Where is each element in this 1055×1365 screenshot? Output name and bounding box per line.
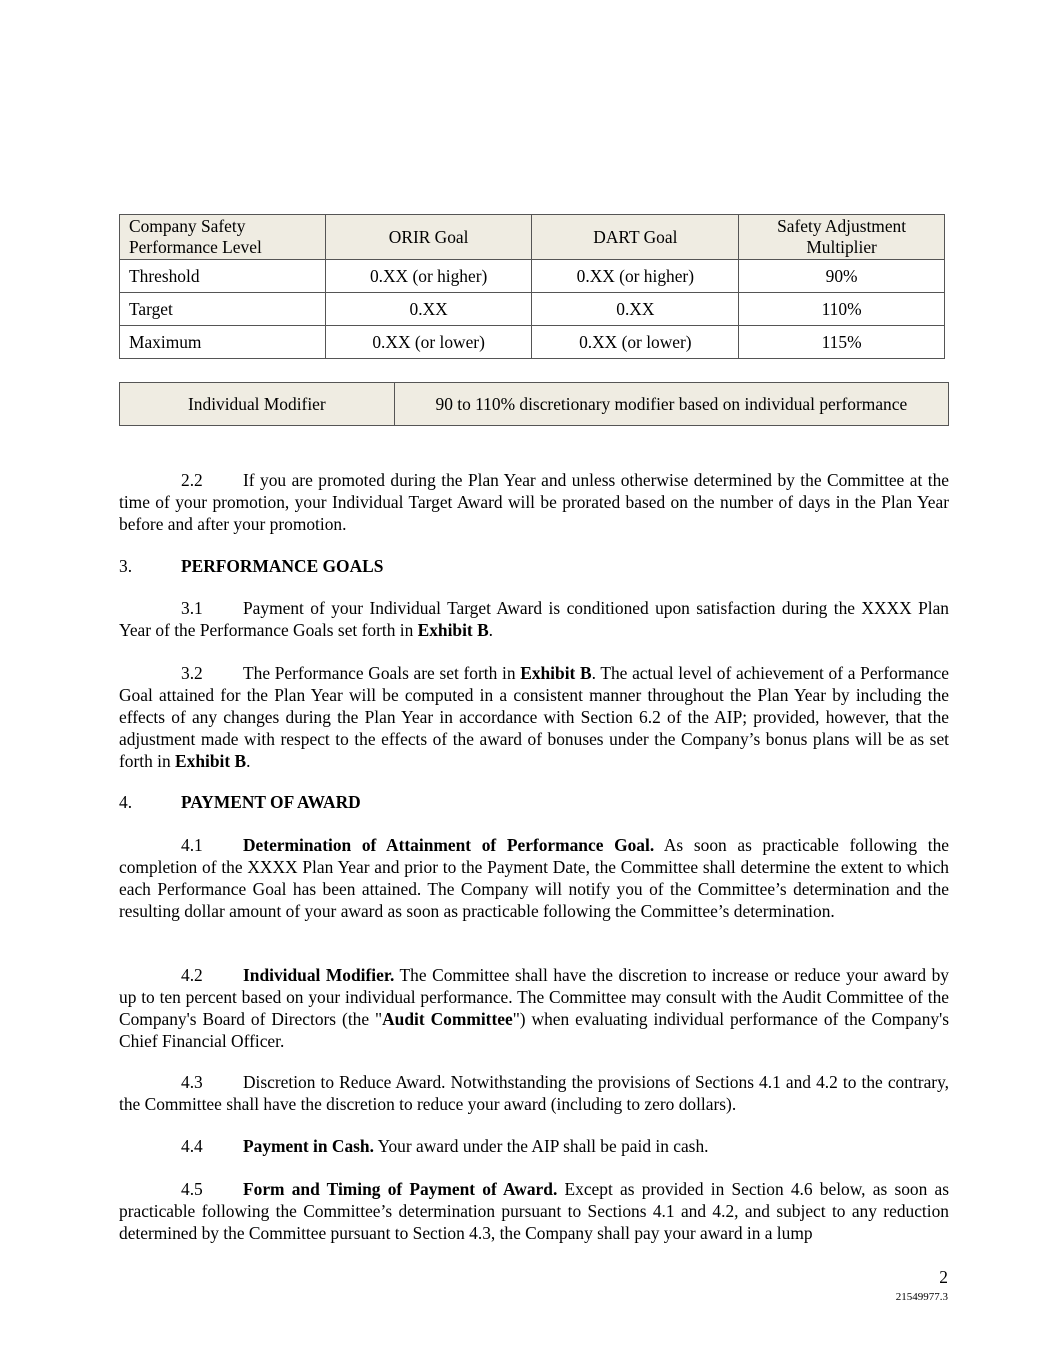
section-number: 3.2 bbox=[181, 663, 203, 683]
section-text: ") when evaluating individual performance of the Company's Chief Financial Officer. bbox=[119, 1008, 949, 1051]
cell-level: Target bbox=[120, 293, 326, 326]
section-text: Except as provided in Section 4.6 below, as soon as practicable following the Committee’s determination pursuant to Sections 4.1 and 4.2, and subject to any reduction determined by the Committee pursuant to Section 4.3, the Company shall pay your award in a lump bbox=[119, 1179, 949, 1243]
section-text: The Performance Goals are set forth in bbox=[243, 663, 521, 683]
header-adjustment-multiplier: Safety Adjustment Multiplier bbox=[739, 215, 945, 260]
modifier-label: Individual Modifier bbox=[120, 383, 395, 426]
section-3-1 bbox=[119, 598, 949, 642]
heading-number: 4. bbox=[119, 792, 133, 812]
section-4-2 bbox=[119, 965, 949, 1053]
section-4-1 bbox=[119, 835, 949, 923]
table-row-target bbox=[120, 293, 945, 326]
safety-performance-table bbox=[119, 214, 945, 359]
heading-number: 3. bbox=[119, 556, 133, 576]
heading-title: PAYMENT OF AWARD bbox=[181, 792, 361, 812]
exhibit-reference: Exhibit B bbox=[520, 663, 592, 683]
section-text: If you are promoted during the Plan Year and unless otherwise determined by the Committee at the time of your promotion, your Individual Target Award will be prorated based on the number of days in the Plan Year before and after your promotion. bbox=[119, 470, 949, 534]
cell-orir: 0.XX (or higher) bbox=[325, 260, 532, 293]
section-text: Discretion to Reduce Award. Notwithstanding the provisions of Sections 4.1 and 4.2 to the contrary, the Committee shall have the discretion to reduce your award (including to zero dollars). bbox=[119, 1072, 949, 1114]
cell-orir: 0.XX bbox=[325, 293, 532, 326]
cell-dart: 0.XX (or lower) bbox=[532, 326, 739, 359]
document-id: 21549977.3 bbox=[895, 1291, 948, 1303]
section-title: Individual Modifier. bbox=[243, 965, 395, 985]
section-4-4 bbox=[119, 1136, 949, 1158]
header-performance-level: Company Safety Performance Level bbox=[120, 215, 326, 260]
cell-dart: 0.XX bbox=[532, 293, 739, 326]
table-row-maximum bbox=[120, 326, 945, 359]
defined-term: Audit Committee bbox=[382, 1008, 513, 1029]
section-text: Payment of your Individual Target Award is conditioned upon satisfaction during the XXXX Plan Year of the Performance Goals set forth in bbox=[119, 598, 949, 640]
cell-level: Threshold bbox=[120, 260, 326, 293]
header-orir-goal: ORIR Goal bbox=[325, 215, 532, 260]
header-dart-goal: DART Goal bbox=[532, 215, 739, 260]
cell-level: Maximum bbox=[120, 326, 326, 359]
section-4-5 bbox=[119, 1179, 949, 1245]
section-4-3 bbox=[119, 1072, 949, 1116]
cell-multiplier: 115% bbox=[739, 326, 945, 359]
section-title: Form and Timing of Payment of Award. bbox=[243, 1179, 558, 1199]
table-header-row bbox=[120, 215, 945, 260]
cell-orir: 0.XX (or lower) bbox=[325, 326, 532, 359]
section-text: . bbox=[488, 619, 494, 640]
section-text: . The actual level of achievement of a Performance Goal attained for the Plan Year will be computed in a consistent manner throughout the Plan Year by including the effects of any changes during the Plan Year in accordance with Section 6.2 of the AIP; provided, however, that the adjustment made with respect to the effects of the award of bonuses under the Company’s bonus plans will be as set forth in bbox=[119, 663, 949, 771]
section-number: 4.1 bbox=[181, 835, 203, 855]
section-number: 2.2 bbox=[181, 470, 203, 490]
cell-multiplier: 90% bbox=[739, 260, 945, 293]
section-text: Your award under the AIP shall be paid in cash. bbox=[373, 1136, 709, 1156]
table-row-threshold bbox=[120, 260, 945, 293]
section-title: Payment in Cash. bbox=[243, 1136, 374, 1156]
cell-multiplier: 110% bbox=[739, 293, 945, 326]
section-text: . bbox=[246, 750, 251, 771]
section-text: The Committee shall have the discretion to increase or reduce your award by up to ten percent based on your individual performance. The Committee may consult with the Audit Committee of the Company's Board of Directors (the " bbox=[119, 965, 949, 1029]
table-row bbox=[120, 383, 949, 426]
individual-modifier-table bbox=[119, 382, 949, 426]
section-number: 4.5 bbox=[181, 1179, 203, 1199]
section-title: Determination of Attainment of Performance Goal. bbox=[243, 835, 655, 855]
cell-dart: 0.XX (or higher) bbox=[532, 260, 739, 293]
heading-title: PERFORMANCE GOALS bbox=[181, 556, 384, 576]
section-number: 4.3 bbox=[181, 1072, 203, 1092]
page-number: 2 bbox=[939, 1267, 948, 1287]
section-number: 4.2 bbox=[181, 965, 203, 985]
heading-performance-goals bbox=[119, 556, 383, 578]
heading-payment-of-award bbox=[119, 792, 361, 814]
exhibit-reference: Exhibit B bbox=[175, 750, 247, 771]
section-text: As soon as practicable following the completion of the XXXX Plan Year and prior to the Payment Date, the Committee shall determine the extent to which each Performance Goal has been attained. The Company will notify you of the Committee’s determination and the resulting dollar amount of your award as soon as practicable following the Committee’s determination. bbox=[119, 835, 949, 921]
modifier-description: 90 to 110% discretionary modifier based on individual performance bbox=[394, 383, 948, 426]
exhibit-reference: Exhibit B bbox=[417, 619, 489, 640]
section-number: 3.1 bbox=[181, 598, 203, 618]
section-3-2 bbox=[119, 663, 949, 773]
section-2-2 bbox=[119, 470, 949, 536]
section-number: 4.4 bbox=[181, 1136, 203, 1156]
